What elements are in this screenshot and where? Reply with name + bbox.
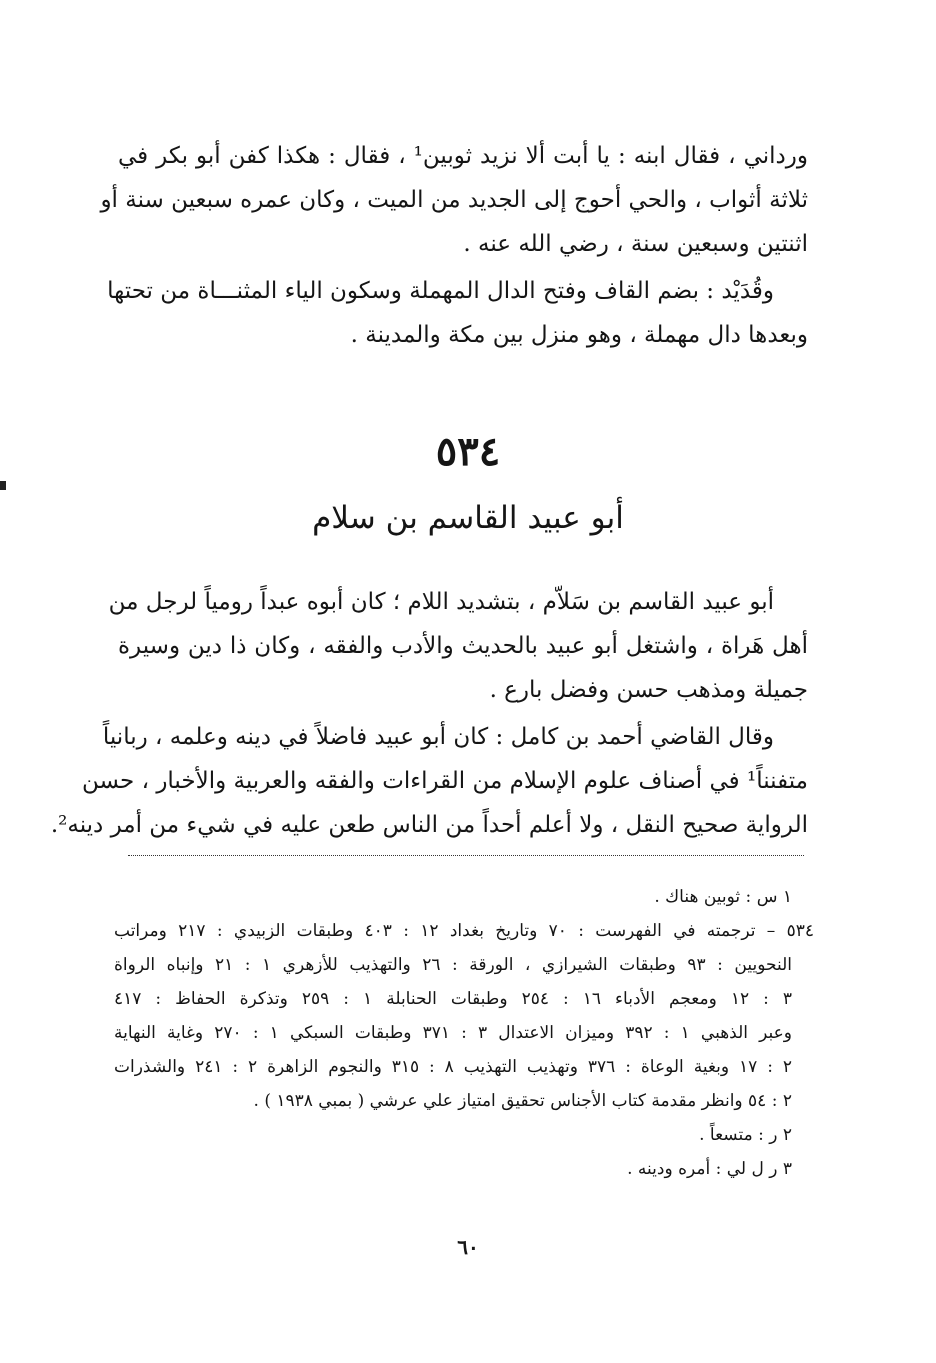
footnote-1: ١ س : ثوبين هناك .	[654, 887, 792, 907]
paragraph-line: أبو عبيد القاسم بن سَلاّم ، بتشديد اللام ؛ كان أبوه عبداً رومياً لرجل من	[108, 589, 774, 615]
paragraph-line: وبعدها دال مهملة ، وهو منزل بين مكة والمدينة .	[350, 322, 808, 348]
paragraph-line: الرواية صحيح النقل ، ولا أعلم أحداً من الناس طعن عليه في شيء من أمر دينه².	[50, 812, 808, 838]
footnote-3: ٣ ر ل لي : أمره ودينه .	[627, 1159, 792, 1179]
paragraph-line: وقُدَيْد : بضم القاف وفتح الدال المهملة وسكون الياء المثنـــاة من تحتها	[107, 278, 774, 304]
previous-entry-ending	[100, 134, 809, 357]
footnote-534-line: ٢ : ٥٤ وانظر مقدمة كتاب الأجناس تحقيق امتياز علي عرشي ( بمبي ١٩٣٨ ) .	[253, 1091, 792, 1111]
paragraph-line: أهل هَراة ، واشتغل أبو عبيد بالحديث والأدب والفقه ، وكان ذا دين وسيرة	[118, 633, 808, 659]
paragraph-line: وقال القاضي أحمد بن كامل : كان أبو عبيد فاضلاً في دينه وعلمه ، ربانياً	[102, 724, 774, 750]
paragraph-line: اثنتين وسبعين سنة ، رضي الله عنه .	[463, 231, 808, 257]
footnote-534-line: ٥٣٤ – ترجمته في الفهرست : ٧٠ وتاريخ بغداد ١٢ : ٤٠٣ وطبقات الزبيدي : ٢١٧ ومراتب	[114, 921, 814, 941]
footnote-2: ٢ ر : متسعاً .	[699, 1125, 792, 1145]
entry-number: ٥٣٤	[435, 428, 501, 475]
paragraph-line: متفنناً¹ في أصناف علوم الإسلام من القراءات والفقه والعربية والأخبار ، حسن	[82, 768, 808, 794]
scan-margin-mark	[0, 481, 6, 490]
biography-text	[50, 580, 808, 847]
footnote-534-line: وعبر الذهبي ١ : ٣٩٢ وميزان الاعتدال ٣ : ٣٧١ وطبقات السبكي ١ : ٢٧٠ وغاية النهاية	[114, 1023, 792, 1043]
paragraph-line: ثلاثة أثواب ، والحي أحوج إلى الجديد من الميت ، وكان عمره سبعين سنة أو	[100, 187, 808, 213]
paragraph-line: جميلة ومذهب حسن وفضل بارع .	[489, 677, 808, 703]
footnote-534-line: النحويين : ٩٣ وطبقات الشيرازي ، الورقة : ٢٦ والتهذيب للأزهري ١ : ٢١ وإنباه الرواة	[114, 955, 792, 975]
page-number: ٦٠	[457, 1235, 479, 1259]
footnotes	[114, 880, 814, 1186]
footnote-534-line: ٣ : ١٢ ومعجم الأدباء ١٦ : ٢٥٤ وطبقات الحنابلة ١ : ٢٥٩ وتذكرة الحفاظ : ٤١٧	[114, 989, 792, 1009]
paragraph-line: ورداني ، فقال ابنه : يا أبت ألا نزيد ثوبين¹ ، فقال : هكذا كفن أبو بكر في	[118, 143, 809, 169]
entry-title: أبو عبيد القاسم بن سلام	[312, 500, 624, 536]
footnote-534-line: ٢ : ١٧ وبغية الوعاة : ٣٧٦ وتهذيب التهذيب ٨ : ٣١٥ والنجوم الزاهرة ٢ : ٢٤١ والشذرات	[114, 1057, 792, 1077]
footnote-divider	[128, 855, 804, 856]
